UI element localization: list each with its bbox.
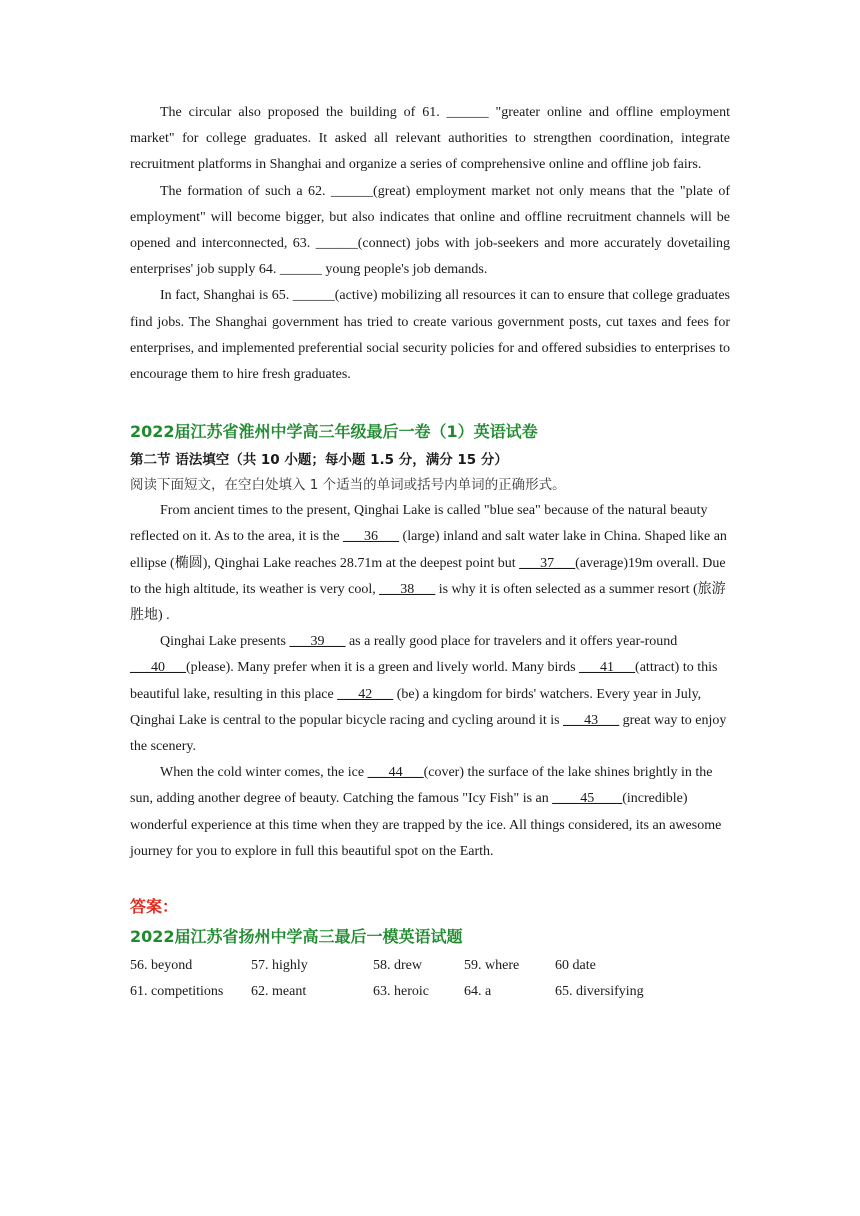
paragraph-text: From ancient times to the present, Qinghai Lake is called "blue sea" because of the natural beauty reflected on it. As to the area, it is the	[130, 503, 708, 545]
answer-cell: 61. competitions	[130, 984, 224, 1000]
answer-cell: 65. diversifying	[555, 984, 644, 1000]
paragraph	[130, 629, 730, 760]
paragraph-text: great way to enjoy the scenery.	[130, 712, 727, 755]
paragraph-text: (please). Many prefer when it is a green and lively world. Many birds	[186, 660, 580, 676]
paragraph	[130, 179, 730, 284]
paragraph-text: (large) inland and salt water lake in China. Shaped like an ellipse (椭圆), Qinghai Lake reaches 28.71m at the deepest point but	[130, 529, 727, 571]
answer-cell: 58. drew	[373, 958, 422, 974]
paragraph-text: In fact, Shanghai is 65. ______(active) mobilizing all resources it can to ensure that college graduates find jobs. The Shanghai government has tried to create various government posts, cut taxes and fees for enterprises, and implemented preferential social security policies for and offered subsidies to enterprises to encourage them to hire fresh graduates.	[130, 288, 730, 383]
paragraph-text: When the cold winter comes, the ice	[160, 765, 368, 781]
answer-cell: 64. a	[464, 984, 492, 1000]
blank-field: ___36___	[343, 529, 400, 545]
paragraph-text: (incredible) wonderful experience at this time when they are trapped by the ice. All things considered, its an awesome journey for you to explore in full this beautiful spot on the Earth.	[130, 791, 722, 859]
paragraph-text: (average)19m overall. Due to the high altitude, its weather is very cool,	[130, 555, 726, 597]
answer-cell: 59. where	[464, 958, 520, 974]
answer-table	[130, 953, 644, 1005]
blank-field: ___39___	[289, 634, 346, 650]
section-subtitle: 第二节 语法填空（共 10 小题；每小题 1.5 分，满分 15 分）	[130, 452, 508, 469]
answer-heading: 答案：	[130, 897, 179, 917]
blank-field: ___44___	[367, 765, 424, 781]
paragraph-text: is why it is often selected as a summer resort (旅游胜地) .	[130, 581, 726, 624]
paragraph-text: (cover) the surface of the lake shines brightly in the sun, adding another degree of beauty. Catching the famous "Icy Fish" is an	[130, 765, 713, 807]
instruction-text: 阅读下面短文，在空白处填入 1 个适当的单词或括号内单词的正确形式。	[130, 477, 566, 494]
paragraph-text: as a really good place for travelers and it offers year-round	[345, 634, 678, 650]
paragraph	[130, 100, 730, 179]
paragraph-text: (be) a kingdom for birds' watchers. Every year in July, Qinghai Lake is central to the popular bicycle racing and cycling around it is	[130, 686, 702, 728]
paragraph-text: Qinghai Lake presents	[160, 634, 290, 650]
blank-field: ___41___	[579, 660, 636, 676]
paragraph	[130, 498, 730, 629]
passage-shanghai	[130, 100, 730, 388]
blank-field: ___40___	[130, 660, 186, 676]
answer-source-title: 2022届江苏省扬州中学高三最后一模英语试题	[130, 927, 463, 947]
answer-row	[130, 953, 644, 979]
paragraph-text: The circular also proposed the building of 61. ______ "greater online and offline employment market" for college graduates. It asked all relevant authorities to strengthen coordination, integrate recruitment platforms in Shanghai and organize a series of comprehensive online and offline job fairs.	[130, 105, 730, 173]
blank-field: ___37___	[519, 555, 576, 571]
paragraph	[130, 283, 730, 388]
blank-field: ___42___	[337, 686, 394, 702]
answer-cell: 62. meant	[251, 984, 307, 1000]
blank-field: ____45____	[552, 791, 623, 807]
answer-cell: 60 date	[555, 958, 596, 974]
answer-row	[130, 979, 644, 1005]
answer-cell: 56. beyond	[130, 958, 193, 974]
passage-qinghai	[130, 498, 730, 865]
blank-field: ___38___	[379, 581, 436, 597]
answer-cell: 57. highly	[251, 958, 308, 974]
blank-field: ___43___	[563, 712, 620, 728]
paragraph	[130, 760, 730, 865]
paragraph-text: (attract) to this beautiful lake, resulting in this place	[130, 660, 718, 702]
content-body	[130, 100, 730, 1005]
paragraph-text: The formation of such a 62. ______(great) employment market not only means that the "plate of employment" will become bigger, but also indicates that online and offline recruitment channels will be opened and interconnected, 63. ______(connect) jobs with job-seekers and more accurately dovetailing enterprises' job supply 64. ______ young people's job demands.	[130, 183, 730, 278]
section-title: 2022届江苏省淮州中学高三年级最后一卷（1）英语试卷	[130, 422, 538, 442]
answer-cell: 63. heroic	[373, 984, 429, 1000]
